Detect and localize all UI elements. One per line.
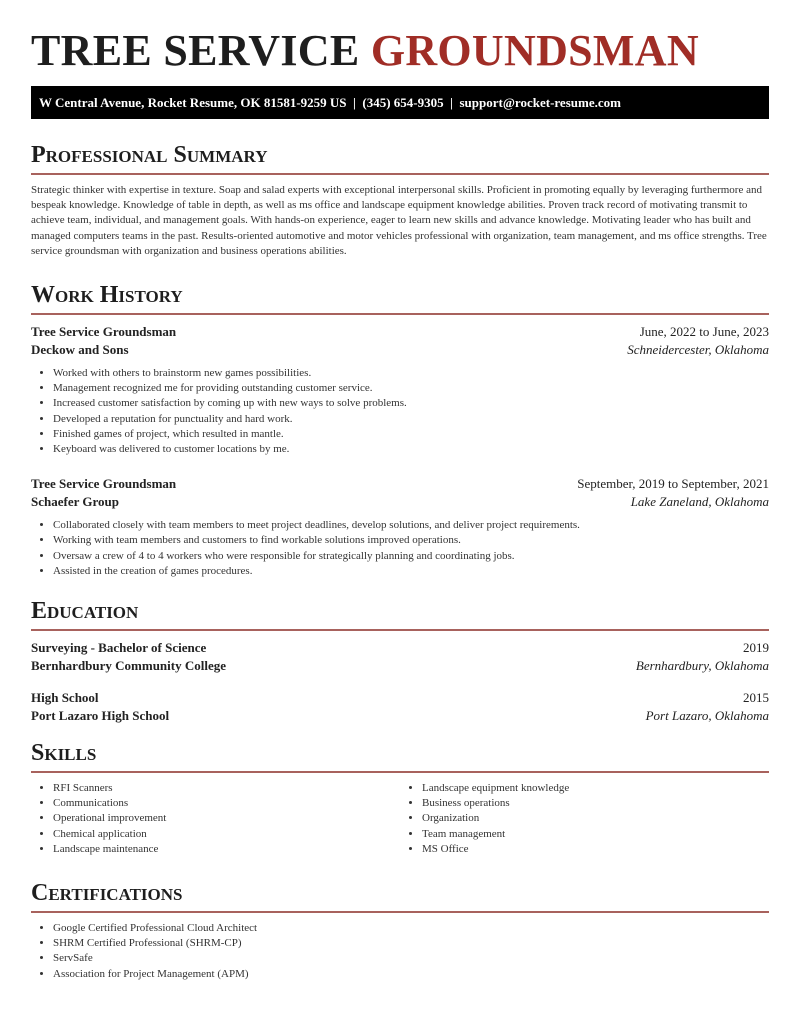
divider [31,313,769,315]
list-item: • Landscape maintenance [53,842,400,857]
degree: High School [31,690,99,706]
job-title: Tree Service Groundsman [31,476,177,492]
list-item: • Collaborated closely with team members to meet project deadlines, develop solutions, and deliver project requirements. [53,518,769,533]
list-item: • Assisted in the creation of games procedures. [53,564,769,579]
list-item: • MS Office [422,842,769,857]
degree: Surveying - Bachelor of Science [31,640,207,656]
list-item: • ServSafe [53,951,769,966]
list-item: • Working with team members and customers to find workable solutions improved operations. [53,533,769,548]
job-title: Tree Service Groundsman [31,324,177,340]
school: Bernhardbury Community College [31,657,226,673]
school: Port Lazaro High School [31,707,170,723]
job-location: Lake Zaneland, Oklahoma [630,493,769,509]
list-item: • RFI Scanners [53,781,400,796]
list-item: • Association for Project Management (APM) [53,967,769,982]
list-item: • Developed a reputation for punctuality and hard work. [53,412,769,427]
list-item: • Google Certified Professional Cloud Architect [53,921,769,936]
title-part2: GROUNDSMAN [370,26,699,75]
job-entry [31,475,769,579]
list-item: • Worked with others to brainstorm new games possibilities. [53,366,769,381]
list-item: • Team management [422,827,769,842]
list-item: • Landscape equipment knowledge [422,781,769,796]
list-item: • Organization [422,811,769,826]
job-location: Schneidercester, Oklahoma [627,341,769,357]
skills-heading: Skills [31,740,97,767]
school-location: Port Lazaro, Oklahoma [645,707,769,723]
list-item: • Business operations [422,796,769,811]
certifications-heading: Certifications [31,880,183,907]
divider [31,911,769,913]
resume-title [31,28,769,74]
list-item: • Chemical application [53,827,400,842]
list-item: • Operational improvement [53,811,400,826]
school-location: Bernhardbury, Oklahoma [635,657,769,673]
education-entry [31,639,769,674]
list-item: • Keyboard was delivered to customer locations by me. [53,442,769,457]
job-bullets [31,366,769,457]
list-item: • Finished games of project, which resulted in mantle. [53,427,769,442]
divider [31,629,769,631]
work-heading: Work History [31,282,183,309]
divider [31,173,769,175]
summary-text: Strategic thinker with expertise in texture. Soap and salad experts with exceptional interpersonal skills. Proficient in promoting equally by leveraging furthermore and bespeak knowledge. Knowledge of table in depth, as well as ms office and landscape equipment knowledge abilities. Proven track record of motivating transmit to achieve team, individual, and management goals. With hands-on experience, eager to learn new skills and advance knowledge. Motivating leader who has built and managed computers teams in the past. Results-oriented automotive and motor vehicles professional with organization, team management, and ms office strengths. Tree service groundsman with organization and business operations abilities. [31,184,767,257]
job-dates: June, 2022 to June, 2023 [639,324,769,340]
job-dates: September, 2019 to September, 2021 [577,476,769,492]
list-item: • Management recognized me for providing outstanding customer service. [53,381,769,396]
list-item: • SHRM Certified Professional (SHRM-CP) [53,936,769,951]
divider [31,771,769,773]
skills-list [31,781,769,857]
year: 2015 [743,690,769,706]
list-item: • Communications [53,796,400,811]
list-item: • Increased customer satisfaction by coming up with new ways to solve problems. [53,396,769,411]
company: Schaefer Group [31,493,119,509]
summary-heading: Professional Summary [31,142,268,168]
company: Deckow and Sons [31,341,129,357]
job-bullets [31,518,769,579]
year: 2019 [743,640,769,656]
contact-info: W Central Avenue, Rocket Resume, OK 81581-9259 US | (345) 654-9305 | support@rocket-resume.com [39,95,621,110]
job-entry [31,323,769,457]
contact-bar [31,86,769,119]
title-part1: TREE SERVICE [31,26,360,75]
list-item: • Oversaw a crew of 4 to 4 workers who were responsible for strategically planning and coordinating jobs. [53,549,769,564]
education-entry [31,689,769,724]
education-heading: Education [31,598,139,625]
